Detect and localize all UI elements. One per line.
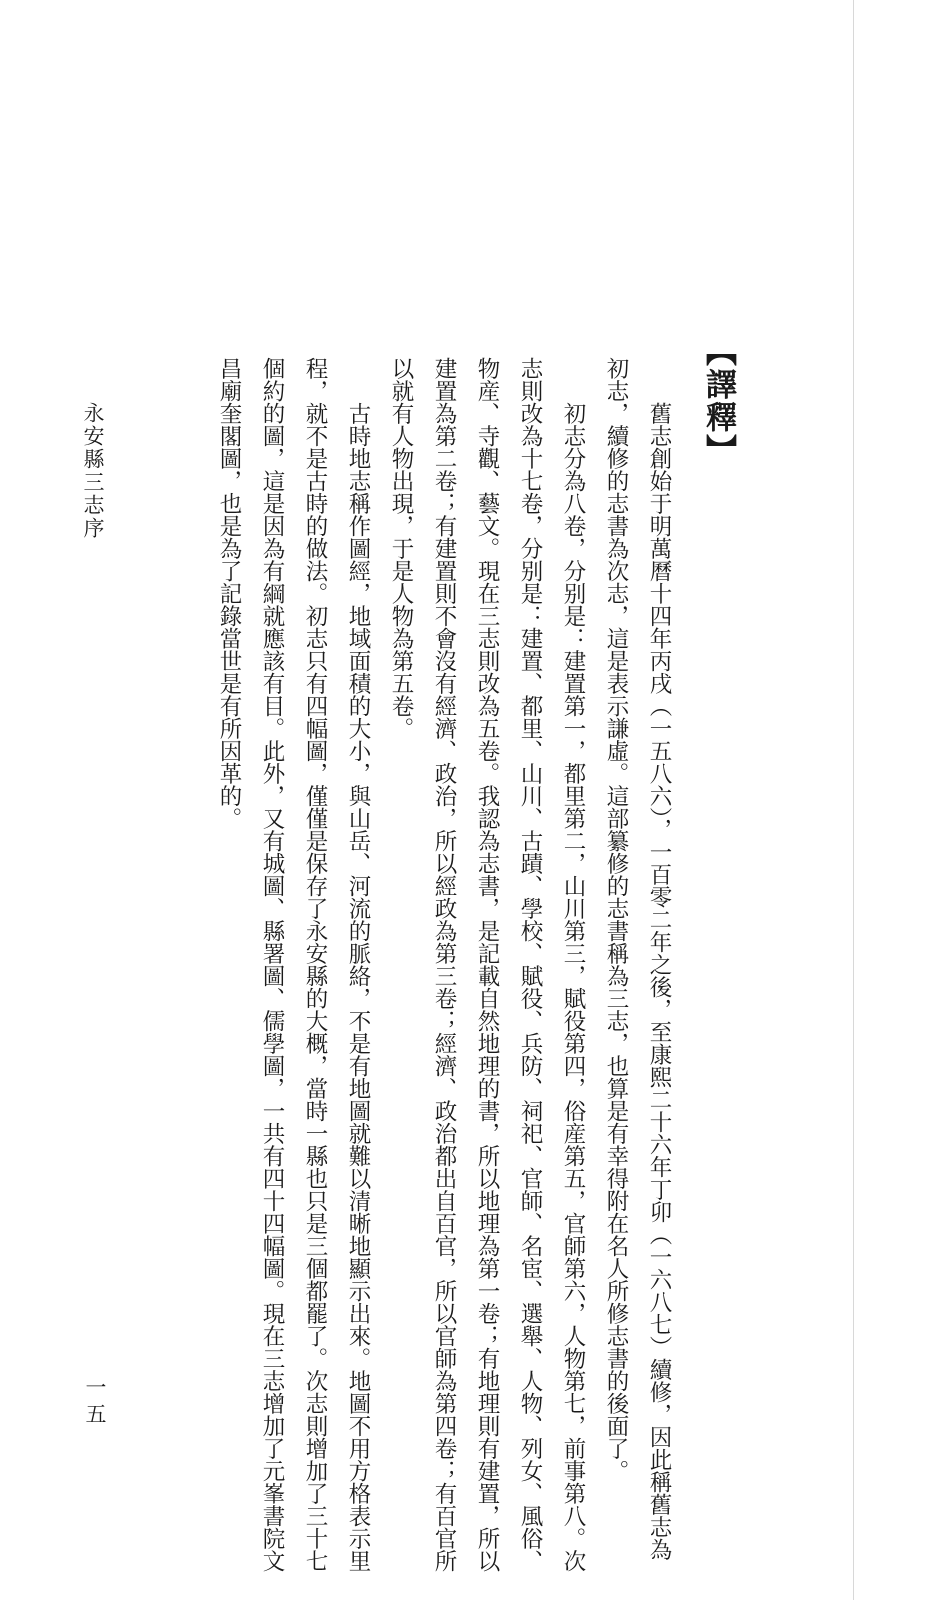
- paragraph-3: 古時地志稱作圖經，地域面積的大小，與山岳、河流的脈絡，不是有地圖就難以清晰地顯示出來。地圖不用方格表示里程，就不是古時的做法。初志只有四幅圖，僅僅是保存了永安縣的大概，當時一縣也只是三個都罷了。次志則增加了三十七個約的圖，這是因為有綱就應該有目。此外，又有城圖、縣署圖、儒學圖，一共有四十四幅圖。現在三志增加了元峯書院文昌廟奎閣圖，也是為了記錄當世是有所因革的。: [216, 357, 371, 1572]
- translation-body: [135, 357, 680, 1572]
- section-heading: 【譯釋】: [700, 335, 736, 467]
- page-edge-line: [853, 0, 854, 1600]
- paragraph-2: 初志分為八卷，分别是：建置第一，都里第二，山川第三，賦役第四，俗産第五，官師第六，人物第七，前事第八。次志則改為十七卷，分别是：建置、都里、山川、古蹟、學校、賦役、兵防、祠祀、官師、名宦、選舉、人物、列女、風俗、物産、寺觀、藝文。現在三志則改為五卷。我認為志書，是記載自然地理的書，所以地理為第一卷；有地理則有建置，所以建置為第二卷；有建置則不會沒有經濟、政治，所以經政為第三卷；經濟、政治都出自百官，所以官師為第四卷；有百官所以就有人物出現，于是人物為第五卷。: [388, 357, 586, 1572]
- running-title: 永安縣三志序: [81, 402, 105, 540]
- page-number: 一五: [83, 1376, 107, 1430]
- paragraph-1: 舊志創始于明萬曆十四年丙戌（一五八六），一百零二年之後，至康熙二十六年丁卯（一六八七）續修，因此稱舊志為初志，續修的志書為次志，這是表示謙虛。這部纂修的志書稱為三志，也算是有幸得附在名人所修志書的後面了。: [603, 357, 672, 1561]
